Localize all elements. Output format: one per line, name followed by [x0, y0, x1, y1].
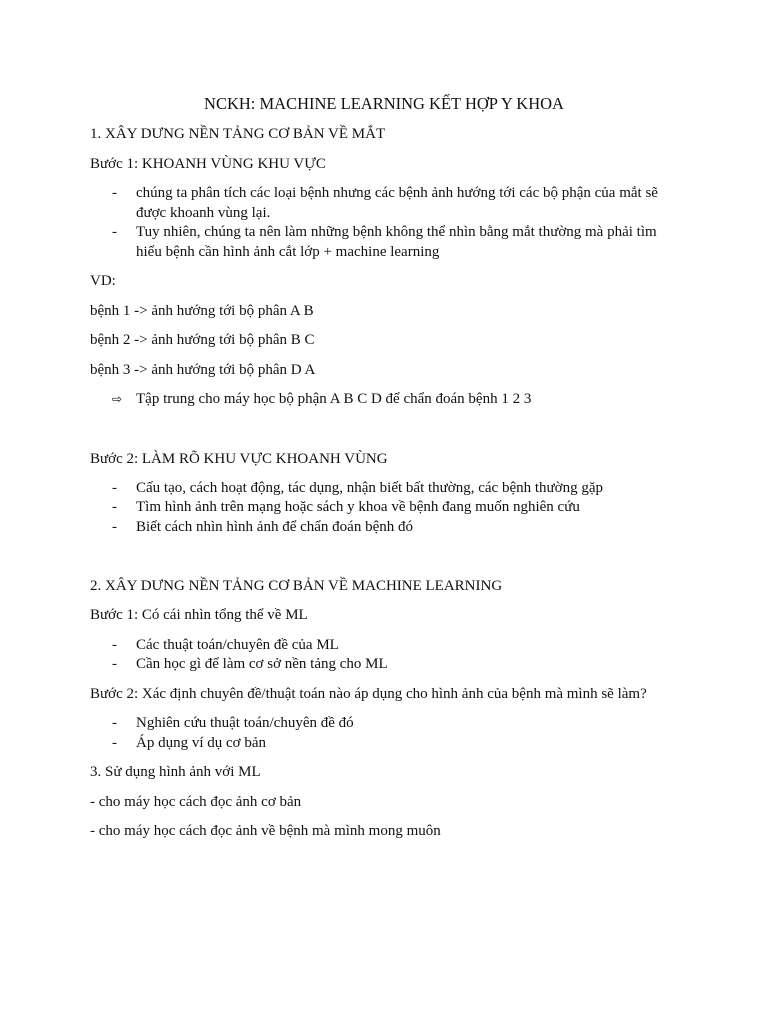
section-2-step-2-heading: Bước 2: Xác định chuyên đề/thuật toán nào áp dụng cho hình ảnh của bệnh mà mình sẽ làm? [90, 686, 647, 702]
list-item-text: Các thuật toán/chuyên đề của ML [136, 637, 339, 653]
section-2-heading: 2. XÂY DƯNG NỀN TẢNG CƠ BẢN VỀ MACHINE LEARNING [90, 578, 503, 594]
section-3-line: - cho máy học cách đọc ảnh cơ bản [90, 794, 302, 810]
list-item-text: Cấu tạo, cách hoạt động, tác dụng, nhận biết bất thường, các bệnh thường gặp [136, 480, 603, 496]
list-item-text: Cần học gì để làm cơ sở nền tảng cho ML [136, 656, 388, 672]
section-1-step-2-heading: Bước 2: LÀM RÕ KHU VỰC KHOANH VÙNG [90, 451, 388, 467]
section-3-line: - cho máy học cách đọc ảnh về bệnh mà mình mong muôn [90, 823, 441, 839]
example-label: VD: [90, 273, 116, 289]
bullet-dash: - [112, 735, 117, 751]
list-item [90, 498, 670, 518]
list-item [90, 223, 670, 263]
section-1-step-1-heading: Bước 1: KHOANH VÙNG KHU VỰC [90, 156, 326, 172]
list-item [90, 184, 670, 224]
list-item-text: chúng ta phân tích các loại bệnh nhưng các bệnh ảnh hướng tới các bộ phận của mắt sẽ được khoanh vùng lại. [136, 185, 658, 221]
list-item-text: Nghiên cứu thuật toán/chuyên đề đó [136, 715, 354, 731]
example-line: bệnh 2 -> ảnh hướng tới bộ phân B C [90, 332, 315, 348]
arrow-right-outline-icon: ⇨ [112, 392, 123, 406]
list-item [90, 655, 670, 675]
conclusion-text: Tập trung cho máy học bộ phận A B C D để chẩn đoán bệnh 1 2 3 [136, 391, 532, 407]
list-item [90, 734, 670, 754]
bullet-dash: - [112, 715, 117, 731]
bullet-dash: - [112, 637, 117, 653]
bullet-dash: - [112, 224, 117, 240]
list-item-text: Áp dụng ví dụ cơ bản [136, 735, 266, 751]
bullet-dash: - [112, 480, 117, 496]
list-item-text: Tìm hình ảnh trên mạng hoặc sách y khoa về bệnh đang muốn nghiên cứu [136, 499, 580, 515]
example-line: bệnh 1 -> ảnh hướng tới bộ phân A B [90, 303, 314, 319]
document-title: NCKH: MACHINE LEARNING KẾT HỢP Y KHOA [204, 94, 564, 113]
section-3-heading: 3. Sử dụng hình ảnh với ML [90, 764, 261, 780]
bullet-dash: - [112, 519, 117, 535]
conclusion-item [90, 390, 670, 410]
list-item-text: Tuy nhiên, chúng ta nên làm những bệnh không thể nhìn bằng mắt thường mà phải tìm hiểu bệnh cần hình ảnh cắt lớp + machine learning [136, 224, 657, 260]
section-1-heading: 1. XÂY DƯNG NỀN TẢNG CƠ BẢN VỀ MẮT [90, 126, 386, 142]
list-item [90, 518, 670, 538]
example-line: bệnh 3 -> ảnh hướng tới bộ phân D A [90, 362, 316, 378]
bullet-dash: - [112, 185, 117, 201]
list-item [90, 714, 670, 734]
bullet-dash: - [112, 499, 117, 515]
bullet-dash: - [112, 656, 117, 672]
list-item-text: Biết cách nhìn hình ảnh để chẩn đoán bệnh đó [136, 519, 414, 535]
list-item [90, 636, 670, 656]
list-item [90, 479, 670, 499]
section-2-step-1-heading: Bước 1: Có cái nhìn tổng thể về ML [90, 607, 308, 623]
